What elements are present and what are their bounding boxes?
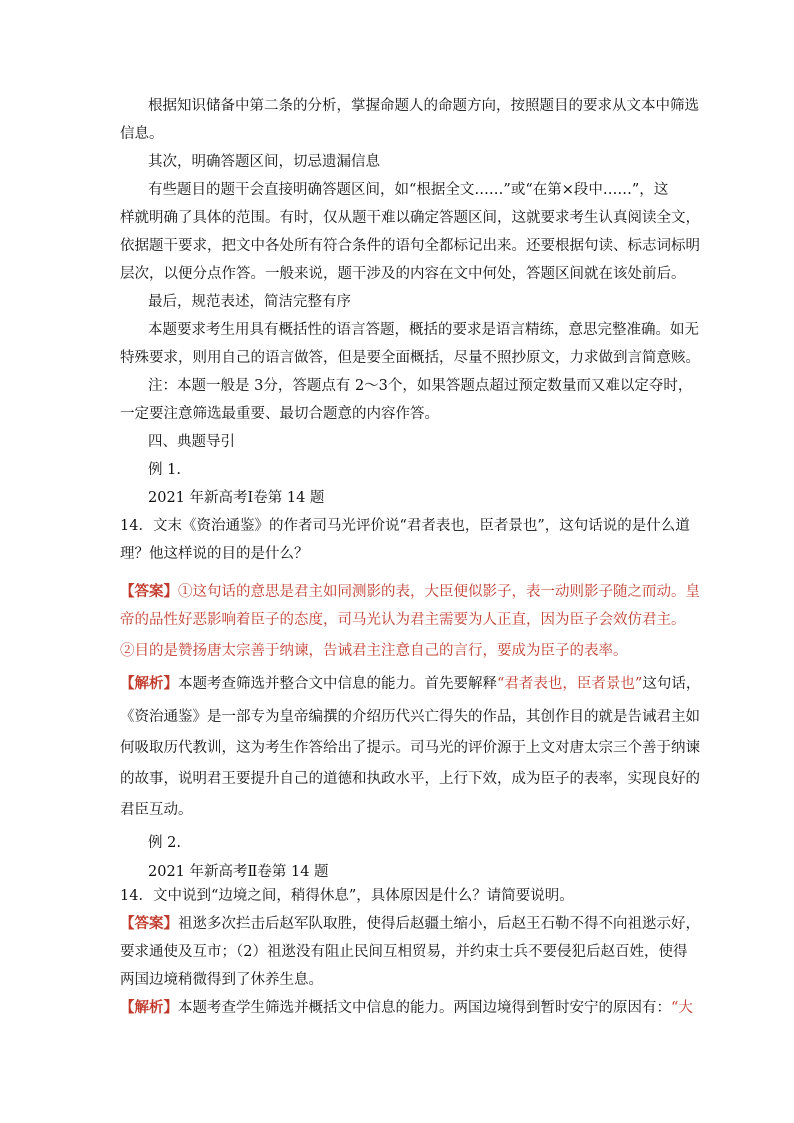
question-line: 理？他这样说的目的是什么？	[120, 546, 309, 562]
answer-line	[120, 914, 700, 934]
example-source: 2021 年新高考Ⅰ卷第 14 题	[148, 490, 325, 506]
analysis-line: 君臣互动。	[120, 802, 193, 818]
paragraph-line: 特殊要求，则用自己的语言做答，但是要全面概括，尽量不照抄原文，力求做到言简意赅。	[120, 350, 700, 366]
question-line: 14．文末《资治通鉴》的作者司马光评价说“君者表也，臣者景也”，这句话说的是什么道	[120, 518, 690, 534]
paragraph-line: 层次，以便分点作答。一般来说，题干涉及的内容在文中何处，答题区间就在该处前后。	[120, 266, 686, 282]
section-heading: 四、典题导引	[148, 434, 235, 450]
answer-tag: 【答案】	[120, 583, 178, 600]
answer-line: 帝的品性好恶影响着臣子的态度，司马光认为君主需要为人正直，因为臣子会效仿君主。	[120, 612, 686, 628]
analysis-tag: 【解析】	[120, 999, 178, 1016]
note-line: 注：本题一般是 3分，答题点有 2～3个，如果答题点超过预定数量而又难以定夺时，	[148, 378, 693, 394]
answer-text: ①这句话的意思是君主如同测影的表，大臣便似影子，表一动则影子随之而动。皇	[178, 584, 700, 600]
subheading-last: 最后，规范表述，简洁完整有序	[148, 294, 351, 310]
analysis-tag: 【解析】	[120, 675, 178, 692]
analysis-line	[120, 998, 693, 1018]
paragraph-line: 有些题目的题干会直接明确答题区间，如“根据全文……”或“在第×段中……”，这	[148, 182, 669, 198]
analysis-text: 本题考查筛选并整合文中信息的能力。首先要解释	[178, 676, 497, 692]
example-label: 例 2.	[148, 835, 181, 851]
analysis-quote: “君者表也，臣者景也”	[497, 676, 643, 692]
analysis-line: 《资治通鉴》是一部专为皇帝编撰的介绍历代兴亡得失的作品，其创作目的就是告诫君主如	[120, 709, 700, 725]
subheading-second: 其次，明确答题区间，切忌遗漏信息	[148, 154, 380, 170]
analysis-line: 何吸取历代教训，这为考生作答给出了提示。司马光的评价源于上文对唐太宗三个善于纳谏	[120, 740, 700, 756]
answer-tag: 【答案】	[120, 915, 178, 932]
paragraph-line: 根据知识储备中第二条的分析，掌握命题人的命题方向，按照题目的要求从文本中筛选	[148, 98, 699, 114]
paragraph-line: 信息。	[120, 126, 164, 142]
answer-text: 祖逖多次拦击后赵军队取胜，使得后赵疆土缩小，后赵王石勒不得不向祖逖示好，	[178, 916, 700, 932]
note-line: 一定要注意筛选最重要、最切合题意的内容作答。	[120, 406, 439, 422]
analysis-text: 本题考查学生筛选并概括文中信息的能力。两国边境得到暂时安宁的原因有：	[178, 1000, 671, 1016]
analysis-line	[120, 674, 700, 694]
analysis-quote: “大	[671, 1000, 693, 1016]
example-label: 例 1.	[148, 462, 181, 478]
paragraph-line: 本题要求考生用具有概括性的语言答题，概括的要求是语言精练，意思完整准确。如无	[148, 322, 699, 338]
answer-line	[120, 582, 700, 602]
answer-line: 要求通使及互市；（2）祖逖没有阻止民间互相贸易，并约束士兵不要侵犯后赵百姓，使得	[120, 944, 688, 960]
analysis-text: 这句话，	[642, 676, 701, 692]
question-line: 14．文中说到“边境之间，稍得休息”，具体原因是什么？请简要说明。	[120, 888, 574, 904]
answer-line: ②目的是赞扬唐太宗善于纳谏，告诫君主注意自己的言行，要成为臣子的表率。	[120, 643, 628, 659]
paragraph-line: 样就明确了具体的范围。有时，仅从题干难以确定答题区间，这就要求考生认真阅读全文，	[120, 210, 700, 226]
analysis-line: 的故事，说明君王要提升自己的道德和执政水平，上行下效，成为臣子的表率，实现良好的	[120, 771, 700, 787]
paragraph-line: 依据题干要求，把文中各处所有符合条件的语句全都标记出来。还要根据句读、标志词标明	[120, 238, 700, 254]
example-source: 2021 年新高考Ⅱ卷第 14 题	[148, 864, 329, 880]
answer-line: 两国边境稍微得到了休养生息。	[120, 972, 323, 988]
